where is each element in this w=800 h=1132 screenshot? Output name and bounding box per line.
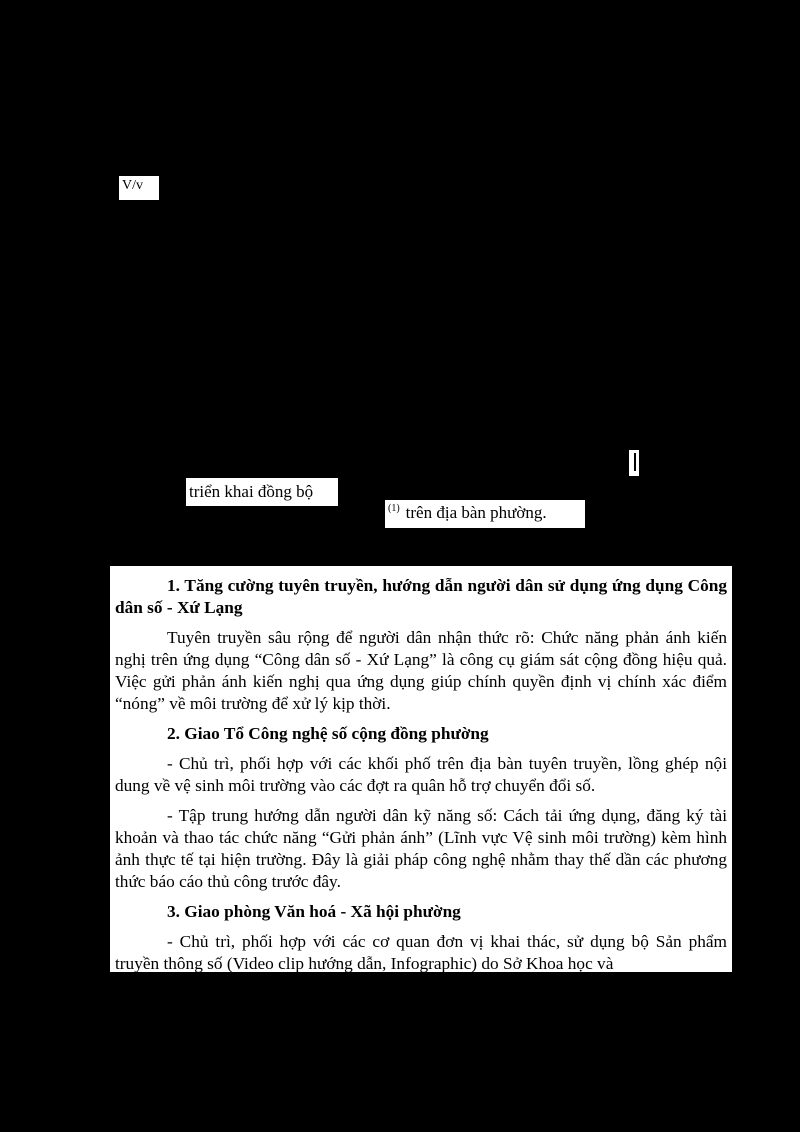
text-fragment-deploy [186, 478, 338, 506]
section-3-paragraph: - Chủ trì, phối hợp với các cơ quan đơn vị khai thác, sử dụng bộ Sản phẩm truyền thông số (Video clip hướng dẫn, Infographic) do Sở Khoa học và [115, 932, 727, 972]
section-1-paragraph: Tuyên truyền sâu rộng để người dân nhận thức rõ: Chức năng phản ánh kiến nghị trên ứng dụng “Công dân số - Xứ Lạng” là công cụ giám sát cộng đồng hiệu quả. Việc gửi phản ánh kiến nghị qua ứng dụng giúp chính quyền định vị chính xác điểm “nóng” về môi trường để xử lý kịp thời. [115, 628, 727, 713]
document-body-excerpt [110, 566, 732, 972]
text-mark-fragment [629, 450, 639, 476]
section-2-paragraph-2: - Tập trung hướng dẫn người dân kỹ năng số: Cách tải ứng dụng, đăng ký tài khoản và thao tác chức năng “Gửi phản ánh” (Lĩnh vực Vệ sinh môi trường) kèm hình ảnh thực tế tại hiện trường. Đây là giải pháp công nghệ nhằm thay thế dần các phương thức báo cáo thủ công trước đây. [115, 806, 727, 891]
footnote-marker: (1) [388, 503, 400, 514]
reference-label-fragment [119, 176, 159, 200]
text-fragment-ward [385, 500, 585, 528]
glyph-mark [634, 453, 636, 471]
ward-text: trên địa bàn phường. [405, 503, 547, 522]
section-2-paragraph-1: - Chủ trì, phối hợp với các khối phố trên địa bàn tuyên truyền, lồng ghép nội dung về vệ sinh môi trường vào các đợt ra quân hỗ trợ chuyển đổi số. [115, 754, 727, 795]
ref-label-text: V/v [122, 178, 143, 193]
deploy-text: triển khai đồng bộ [189, 482, 314, 501]
section-heading-2: 2. Giao Tổ Công nghệ số cộng đồng phường [167, 724, 489, 743]
section-heading-1: 1. Tăng cường tuyên truyền, hướng dẫn người dân sử dụng ứng dụng Công dân số - Xứ Lạng [115, 576, 727, 617]
section-heading-3: 3. Giao phòng Văn hoá - Xã hội phường [167, 902, 461, 921]
